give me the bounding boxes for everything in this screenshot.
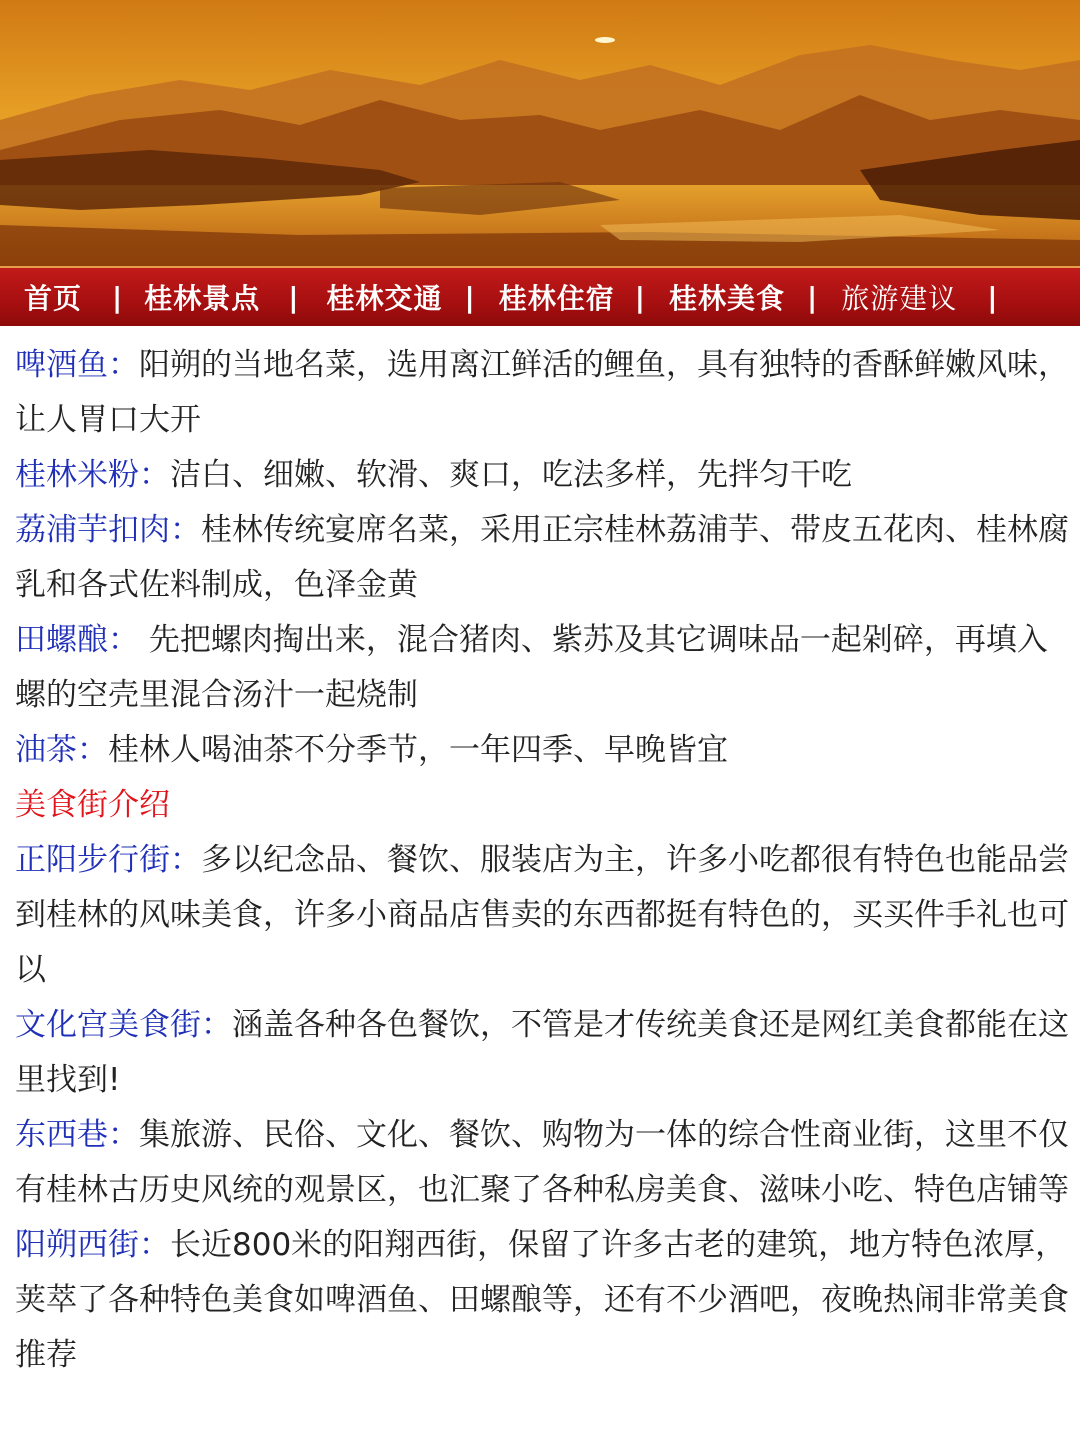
entry-label: 正阳步行街： [15,842,201,878]
nav-item-transport[interactable]: 桂林交通 [326,282,443,315]
entry-label: 田螺酿： [15,622,139,658]
entry-label: 荔浦芋扣肉： [15,512,201,548]
entry-text: 桂林传统宴席名菜，采用正宗桂林荔浦芋、带皮五花肉、桂林腐乳和各式佐料制成，色泽金黄 [15,512,1069,603]
top-navigation-bar [0,266,1080,326]
food-entry-taro-pork [15,503,1070,613]
nav-item-travel-tips[interactable]: 旅游建议 [841,282,958,315]
nav-item-attractions[interactable]: 桂林景点 [144,282,261,315]
nav-separator: | [288,280,299,314]
food-entry-oil-tea [15,723,1070,778]
entry-label: 文化宫美食街： [15,1007,232,1043]
food-entry-beer-fish [15,338,1070,448]
entry-text: 先把螺肉掏出来，混合猪肉、紫苏及其它调味品一起剁碎，再填入螺的空壳里混合汤汁一起烧制 [15,622,1048,713]
entry-label: 阳朔西街： [15,1227,170,1263]
entry-text: 涵盖各种各色餐饮，不管是才传统美食还是网红美食都能在这里找到! [15,1007,1069,1098]
nav-item-accommodation[interactable]: 桂林住宿 [498,282,615,315]
nav-separator: | [464,280,475,314]
nav-separator: | [112,280,123,314]
entry-label: 桂林米粉： [15,457,170,493]
nav-item-home[interactable]: 首页 [24,282,83,315]
entry-label: 东西巷： [15,1117,139,1153]
nav-item-food[interactable]: 桂林美食 [669,282,786,315]
section-heading-food-streets: 美食街介绍 [15,787,170,823]
street-entry-wenhuagong [15,998,1070,1108]
food-entry-guilin-rice-noodles [15,448,1070,503]
entry-text: 长近800米的阳翔西街，保留了许多古老的建筑，地方特色浓厚，荚萃了各种特色美食如啤酒鱼、田螺酿等，还有不少酒吧，夜晚热闹非常美食推荐 [15,1227,1069,1373]
entry-label: 啤酒鱼： [15,347,139,383]
nav-separator: | [807,280,818,314]
entry-text: 阳朔的当地名菜，选用离江鲜活的鲤鱼，具有独特的香酥鲜嫩风味，让人胃口大开 [15,347,1069,438]
sunset-landscape-banner [0,0,1080,268]
entry-label: 油茶： [15,732,108,768]
street-entry-dongxixiang [15,1108,1070,1218]
sunset-landscape-image [0,0,1080,268]
street-entry-zhengyang [15,833,1070,998]
article-content [15,338,1070,1383]
entry-text: 桂林人喝油茶不分季节，一年四季、早晚皆宜 [108,732,728,768]
food-entry-stuffed-snails [15,613,1070,723]
entry-text: 洁白、细嫩、软滑、爽口，吃法多样，先拌匀干吃 [170,457,852,493]
entry-text: 多以纪念品、餐饮、服装店为主，许多小吃都很有特色也能品尝到桂林的风味美食，许多小商品店售卖的东西都挺有特色的，买买件手礼也可以 [15,842,1069,988]
street-entry-yangshuo-west [15,1218,1070,1383]
entry-text: 集旅游、民俗、文化、餐饮、购物为一体的综合性商业街，这里不仅有桂林古历史风统的观景区，也汇聚了各种私房美食、滋味小吃、特色店铺等 [15,1117,1069,1208]
nav-separator: | [634,280,645,314]
nav-separator: | [987,280,998,314]
